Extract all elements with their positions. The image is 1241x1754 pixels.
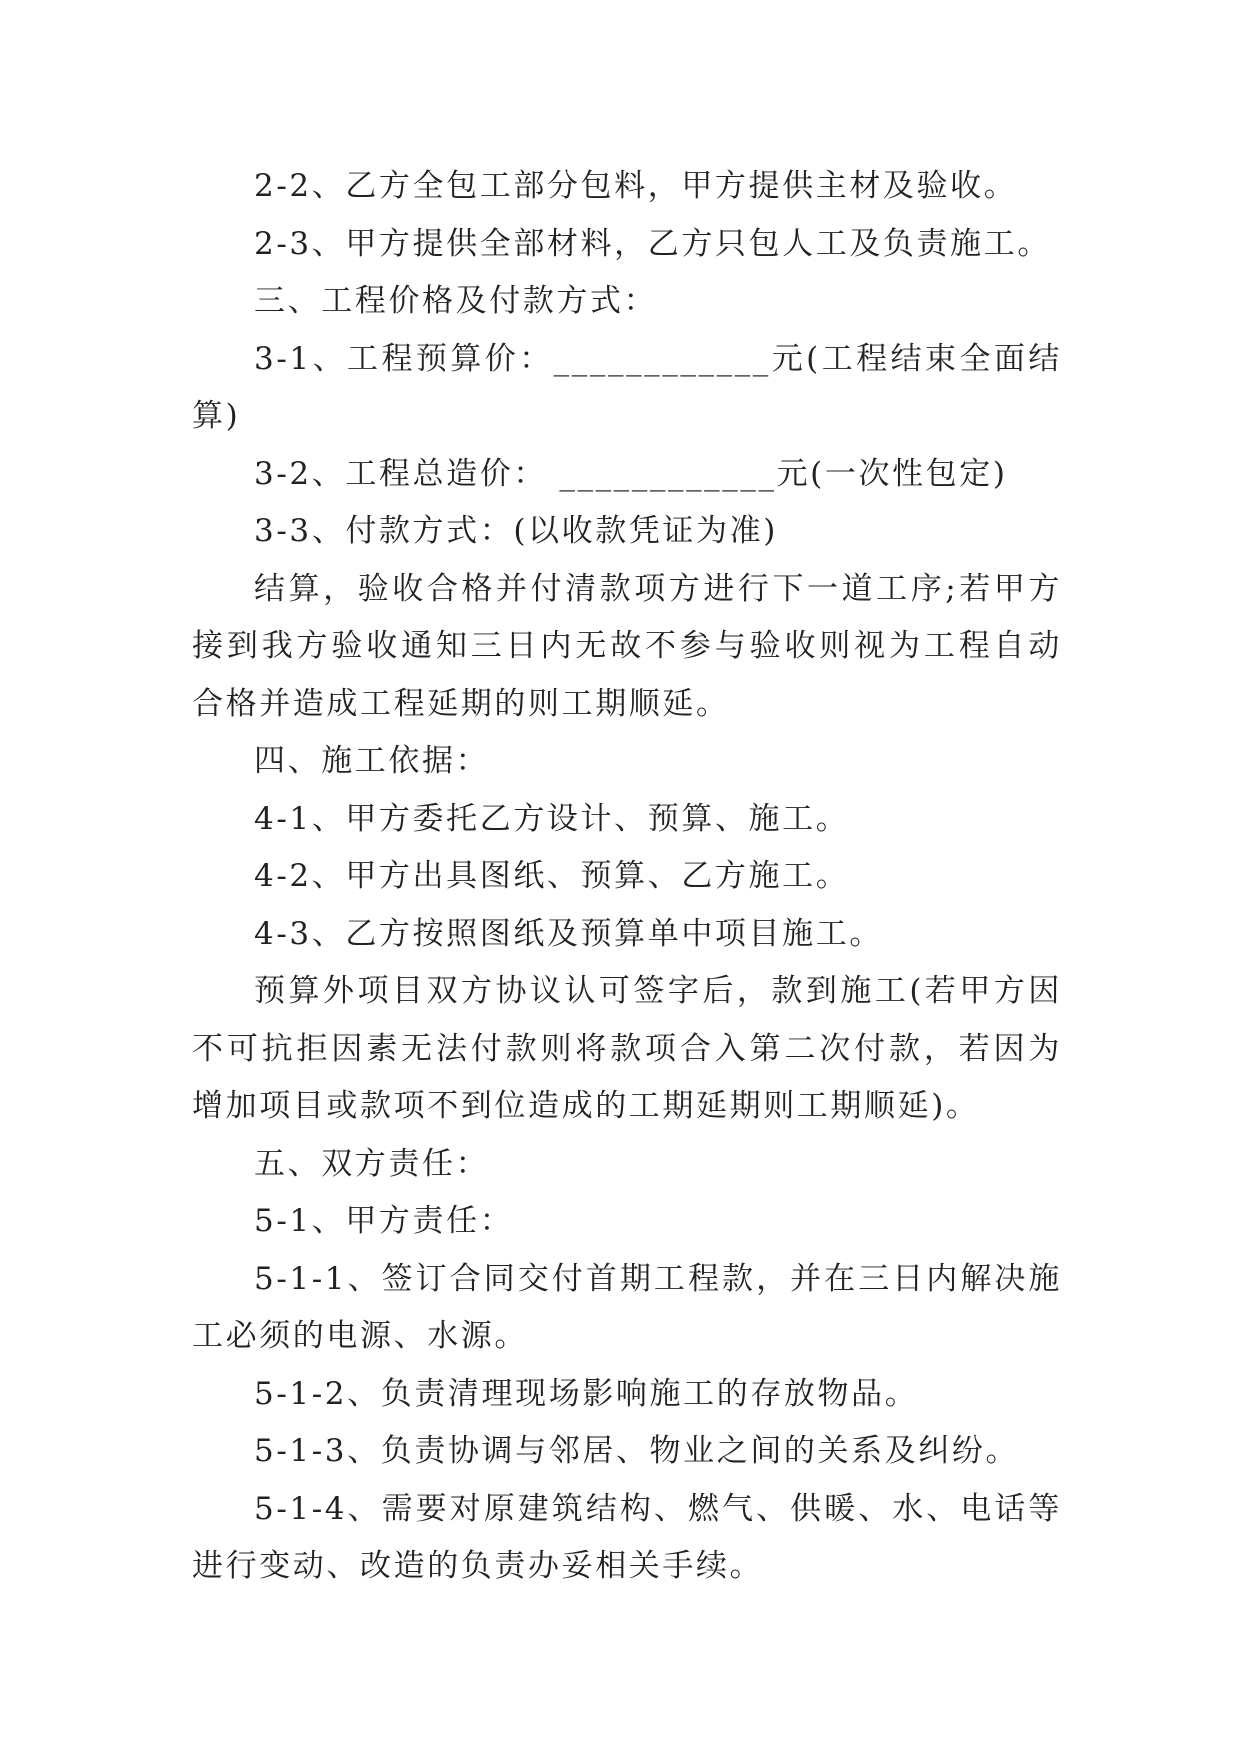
paragraph-2-3: 2-3、甲方提供全部材料，乙方只包人工及负责施工。 xyxy=(254,225,1051,262)
section-heading-price-payment: 三、工程价格及付款方式： xyxy=(254,283,658,319)
paragraph-3-1: 3-1、工程预算价：____________元(工程结束全面结算) xyxy=(192,340,1062,434)
paragraph-4-2: 4-2、甲方出具图纸、预算、乙方施工。 xyxy=(254,858,850,894)
section-heading-construction-basis: 四、施工依据： xyxy=(254,743,490,779)
paragraph-3-3: 3-3、付款方式：(以收款凭证为准) xyxy=(254,513,778,549)
paragraph-5-1-4: 5-1-4、需要对原建筑结构、燃气、供暖、水、电话等进行变动、改造的负责办妥相关手续。 xyxy=(192,1490,1062,1584)
paragraph-5-1: 5-1、甲方责任： xyxy=(254,1203,514,1239)
document-body xyxy=(192,158,1062,1596)
paragraph-3-2: 3-2、工程总造价： ____________元(一次性包定) xyxy=(254,455,1008,492)
paragraph-5-1-3: 5-1-3、负责协调与邻居、物业之间的关系及纠纷。 xyxy=(254,1433,1020,1469)
paragraph-extra-items: 预算外项目双方协议认可签字后，款到施工(若甲方因不可抗拒因素无法付款则将款项合入第二次付款，若因为增加项目或款项不到位造成的工期延期则工期顺延)。 xyxy=(192,973,1062,1124)
paragraph-4-3: 4-3、乙方按照图纸及预算单中项目施工。 xyxy=(254,915,883,952)
paragraph-2-2: 2-2、乙方全包工部分包料，甲方提供主材及验收。 xyxy=(254,168,1018,204)
paragraph-4-1: 4-1、甲方委托乙方设计、预算、施工。 xyxy=(254,800,850,837)
paragraph-5-1-1: 5-1-1、签订合同交付首期工程款，并在三日内解决施工必须的电源、水源。 xyxy=(192,1260,1062,1354)
paragraph-settlement: 结算，验收合格并付清款项方进行下一道工序;若甲方接到我方验收通知三日内无故不参与验收则视为工程自动合格并造成工程延期的则工期顺延。 xyxy=(192,570,1062,722)
section-heading-responsibilities: 五、双方责任： xyxy=(254,1145,490,1182)
paragraph-5-1-2: 5-1-2、负责清理现场影响施工的存放物品。 xyxy=(254,1375,919,1412)
